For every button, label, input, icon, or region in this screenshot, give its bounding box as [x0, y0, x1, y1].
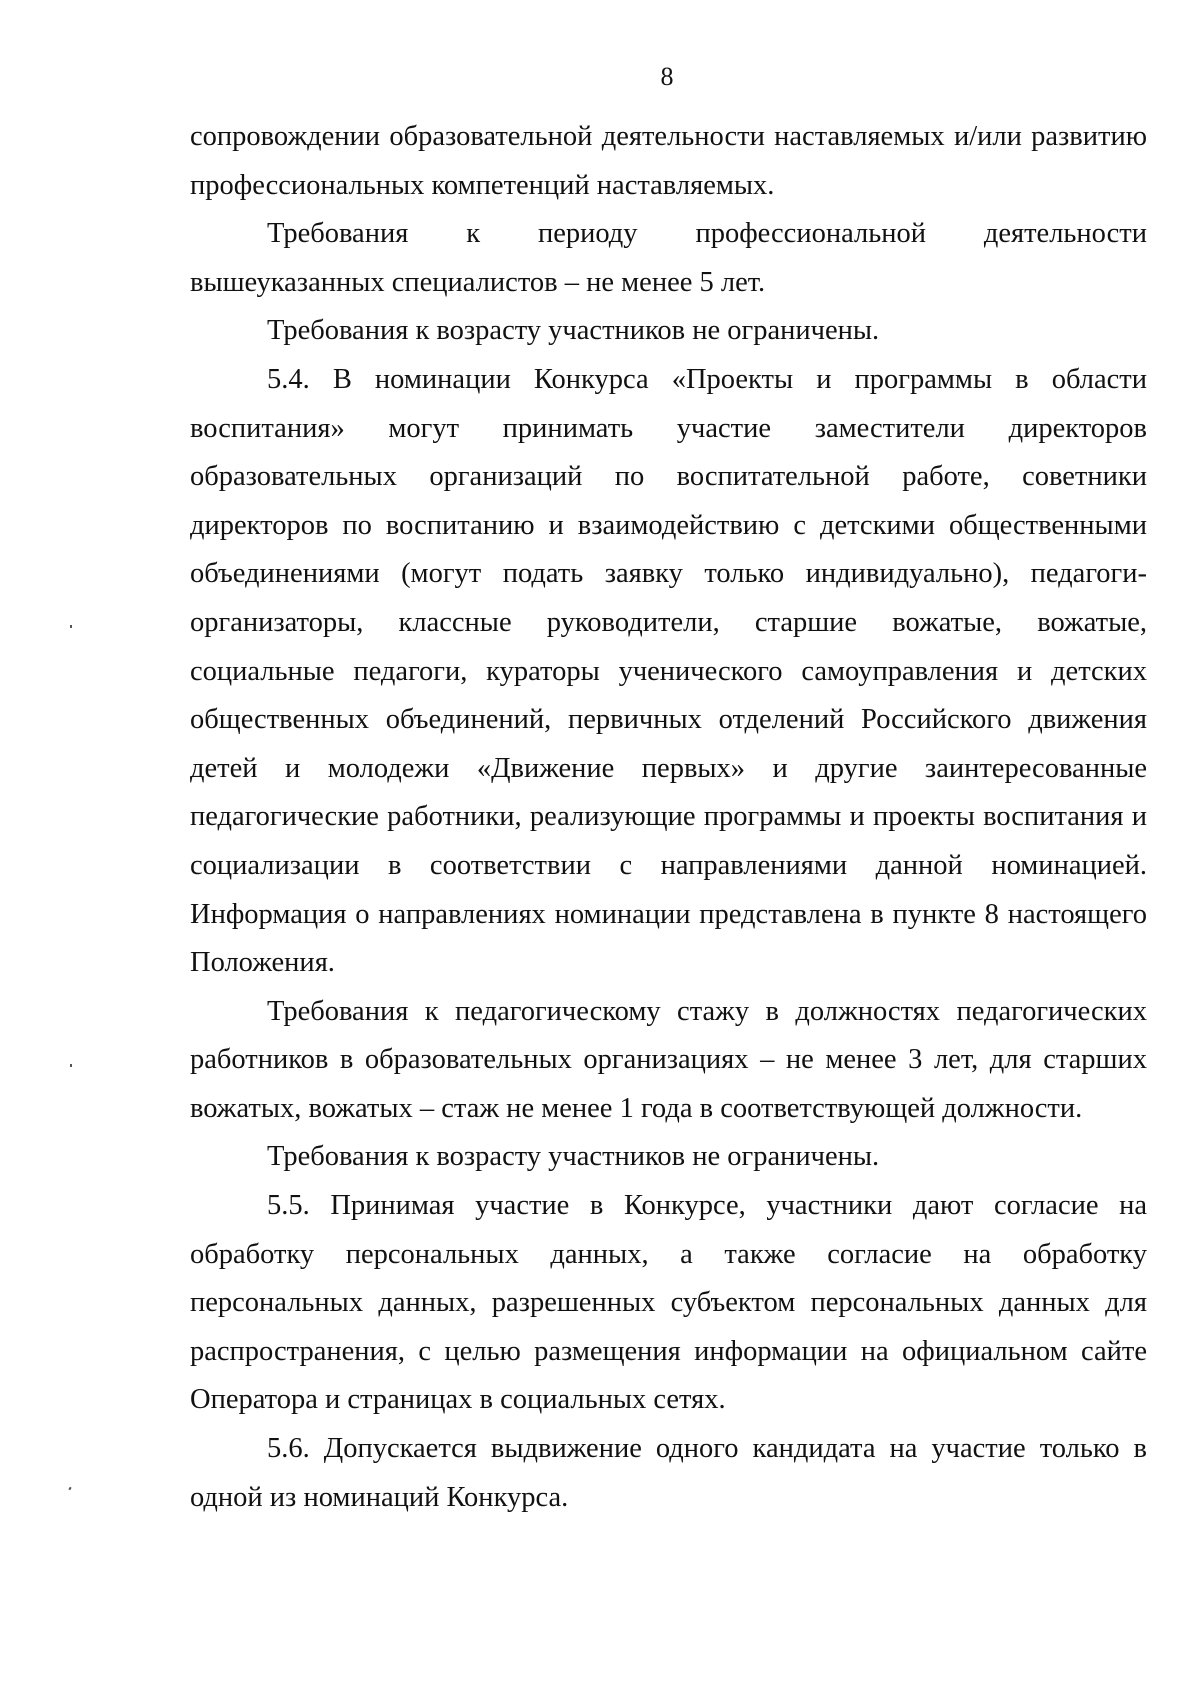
text-line: вышеуказанных специалистов – не менее 5 лет.	[190, 266, 766, 298]
text-line: социализации в соответствии с направлениями данной номинацией.	[190, 849, 1147, 881]
text-line: Требования к возрасту участников не ограничены.	[267, 315, 880, 347]
text-line: образовательных организаций по воспитательной работе, советники	[190, 461, 1147, 493]
text-line: сопровождении образовательной деятельности наставляемых и/или развитию	[190, 121, 1147, 152]
text-line: воспитания» могут принимать участие заместители директоров	[190, 412, 1147, 444]
text-line: обработку персональных данных, а также согласие на обработку	[190, 1238, 1147, 1270]
paragraph	[190, 1182, 1147, 1425]
scan-speck	[70, 1064, 72, 1067]
text-line: организаторы, классные руководители, старшие вожатые, вожатые,	[190, 606, 1147, 638]
paragraph	[190, 113, 1147, 210]
text-line: Требования к педагогическому стажу в должностях педагогических	[267, 995, 1147, 1027]
text-line: Требования к возрасту участников не ограничены.	[267, 1141, 880, 1173]
text-line: распространения, с целью размещения информации на официальном сайте	[190, 1335, 1147, 1367]
text-line: директоров по воспитанию и взаимодействию с детскими общественными	[190, 509, 1147, 541]
page-number: 8	[660, 62, 674, 91]
text-line: одной из номинаций Конкурса.	[190, 1481, 569, 1513]
text-line: профессиональных компетенций наставляемых.	[190, 169, 775, 201]
text-line: Информация о направлениях номинации представлена в пункте 8 настоящего	[190, 898, 1147, 930]
text-line: Оператора и страницах в социальных сетях.	[190, 1384, 726, 1416]
text-line: 5.5. Принимая участие в Конкурсе, участники дают согласие на	[267, 1190, 1147, 1222]
text-line: детей и молодежи «Движение первых» и другие заинтересованные	[190, 752, 1147, 784]
text-line: Требования к периоду профессиональной деятельности	[267, 218, 1147, 250]
text-line: 5.4. В номинации Конкурса «Проекты и программы в области	[267, 363, 1147, 395]
paragraph	[190, 988, 1147, 1134]
paragraph	[190, 210, 1147, 307]
text-line: вожатых, вожатых – стаж не менее 1 года в соответствующей должности.	[190, 1092, 1083, 1124]
text-line: 5.6. Допускается выдвижение одного кандидата на участие только в	[267, 1433, 1147, 1465]
text-line: объединениями (могут подать заявку только индивидуально), педагоги-	[190, 558, 1147, 590]
paragraph	[190, 1425, 1147, 1522]
text-line: работников в образовательных организациях – не менее 3 лет, для старших	[190, 1044, 1147, 1076]
paragraph	[190, 356, 1147, 988]
text-line: социальные педагоги, кураторы ученического самоуправления и детских	[190, 655, 1147, 687]
text-line: Положения.	[190, 947, 335, 979]
text-line: педагогические работники, реализующие программы и проекты воспитания и	[190, 801, 1147, 833]
scan-speck	[68, 1487, 71, 1491]
text-line: персональных данных, разрешенных субъектом персональных данных для	[190, 1287, 1147, 1319]
scan-speck	[70, 625, 72, 628]
text-line: общественных объединений, первичных отделений Российского движения	[190, 704, 1147, 736]
paragraph	[190, 1133, 1147, 1182]
document-body	[190, 113, 1147, 1522]
paragraph	[190, 307, 1147, 356]
